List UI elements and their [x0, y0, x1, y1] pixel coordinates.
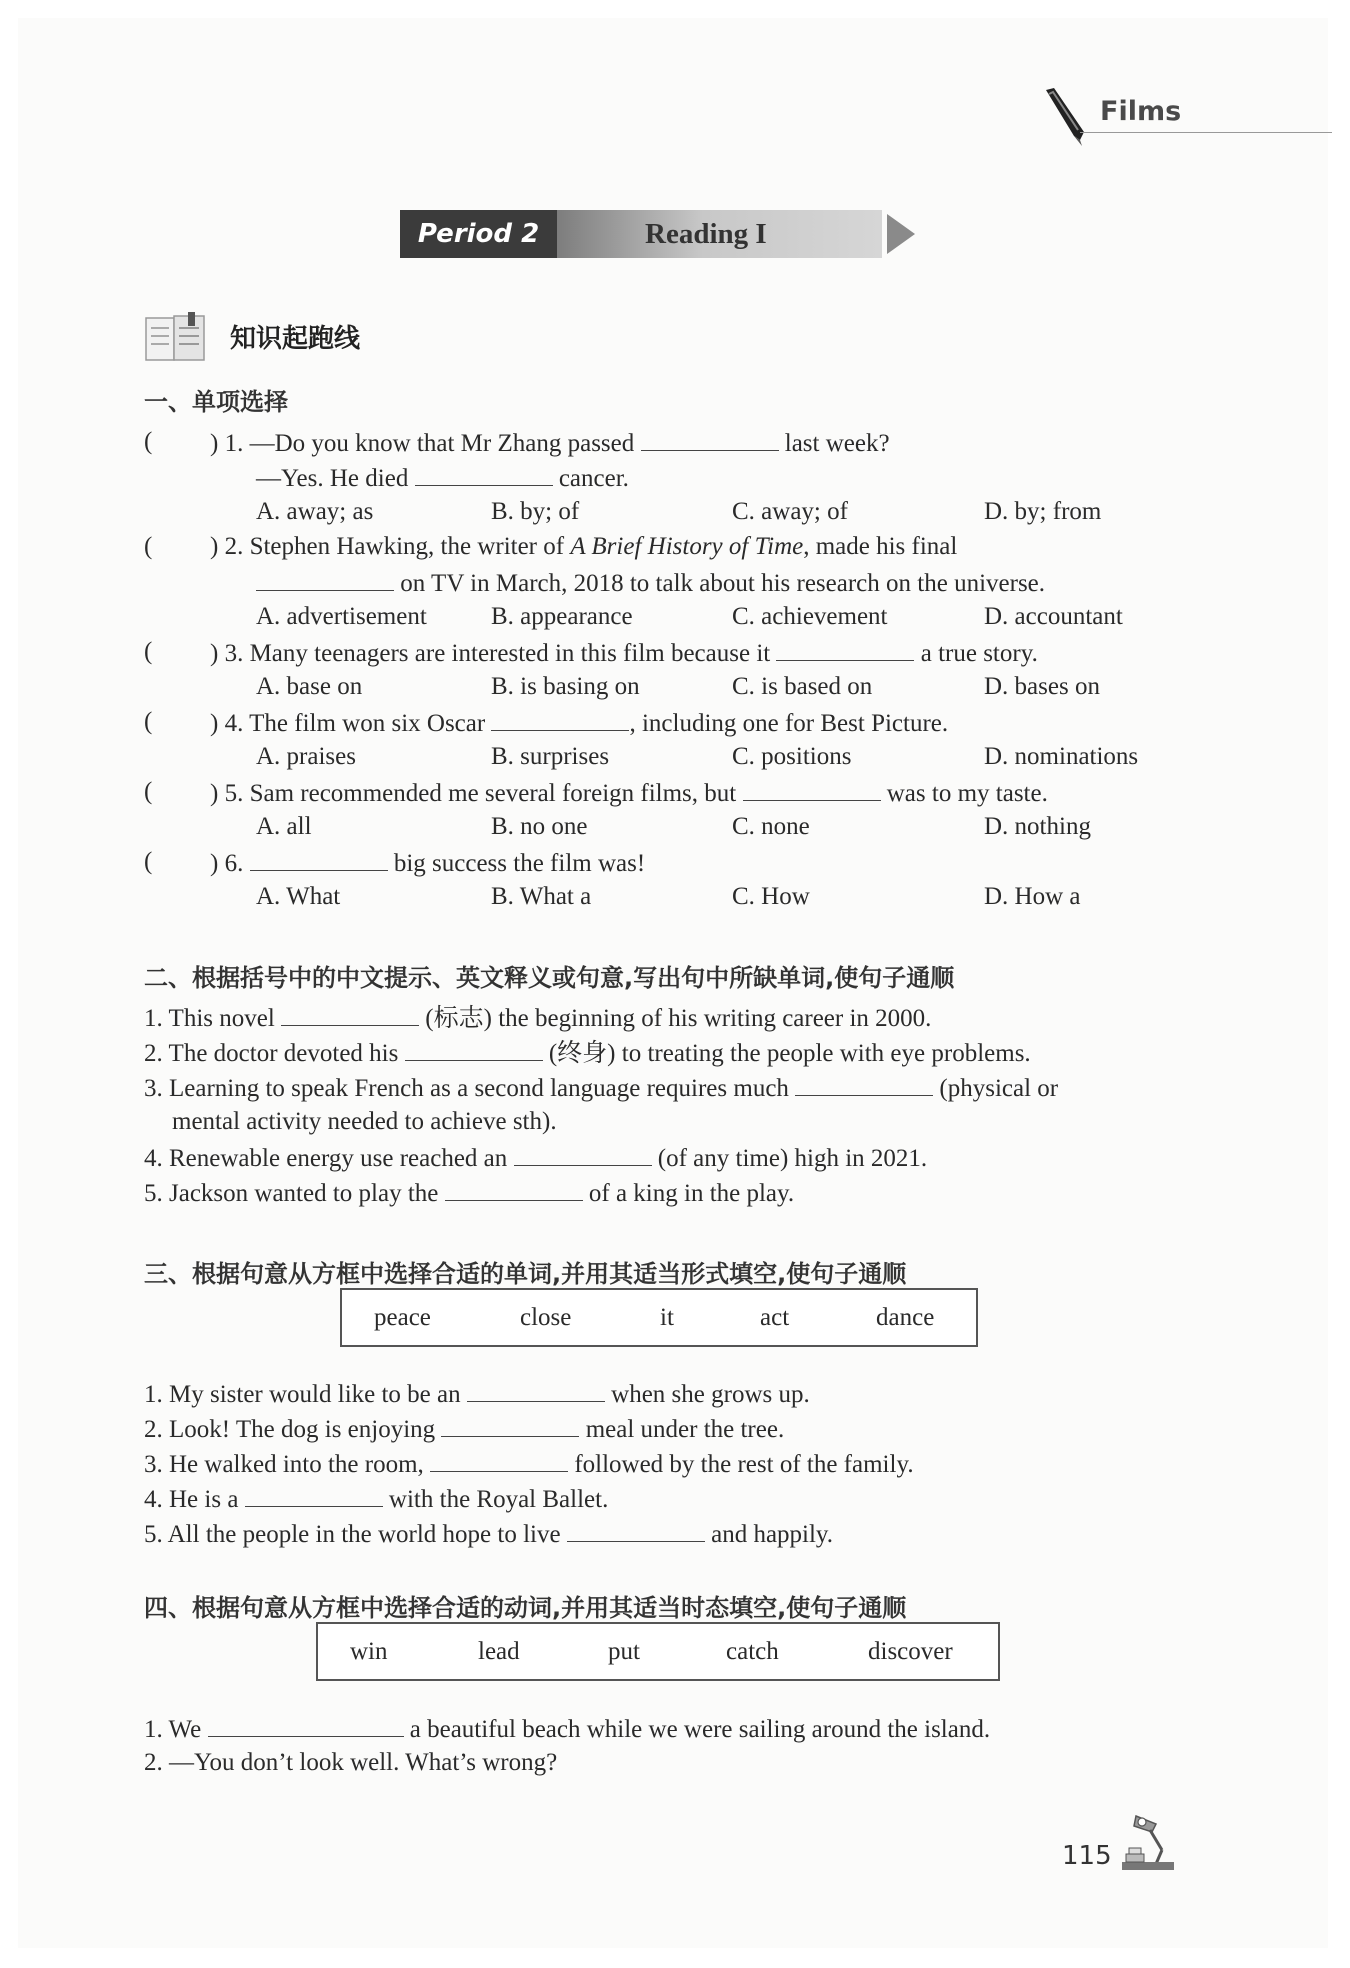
period-label: Period 2 — [400, 210, 557, 258]
question-1-stem — [210, 424, 890, 461]
item-text: (标志) the beginning of his writing career in 2000. — [425, 1005, 932, 1032]
item-text: 1. My sister would like to be an — [144, 1381, 461, 1408]
unit-title: Films — [1100, 96, 1182, 127]
question-text: Stephen Hawking, the writer of — [249, 533, 565, 560]
section2-item-5 — [144, 1174, 794, 1211]
question-text: The film won six Oscar — [249, 710, 486, 737]
word-box-item: it — [660, 1304, 674, 1331]
section3-item-1 — [144, 1375, 810, 1412]
book-title: A Brief History of Time — [570, 533, 804, 560]
item-text: 5. Jackson wanted to play the — [144, 1180, 439, 1207]
section3-item-3 — [144, 1445, 914, 1482]
question-4-stem — [210, 704, 948, 741]
option-a[interactable]: A. all — [256, 813, 312, 840]
question-text: big success the film was! — [393, 850, 646, 877]
section3-heading: 三、根据句意从方框中选择合适的单词,并用其适当形式填空,使句子通顺 — [144, 1260, 907, 1288]
item-text: meal under the tree. — [585, 1416, 785, 1443]
section1-heading: 一、单项选择 — [144, 388, 288, 416]
answer-blank[interactable] — [567, 1515, 705, 1542]
banner-arrow-icon — [887, 214, 917, 254]
answer-blank[interactable] — [430, 1445, 568, 1472]
item-text: 2. —You don’t look well. What’s wrong? — [144, 1749, 558, 1776]
answer-blank[interactable] — [415, 459, 553, 486]
item-text: (终身) to treating the people with eye problems. — [548, 1040, 1031, 1067]
question-text: was to my taste. — [886, 780, 1048, 807]
section3-item-2 — [144, 1410, 784, 1447]
pen-icon — [1040, 86, 1090, 153]
answer-blank[interactable] — [776, 634, 914, 661]
option-c[interactable]: C. positions — [732, 743, 852, 770]
answer-blank[interactable] — [467, 1375, 605, 1402]
question-text: —Yes. He died — [256, 465, 409, 492]
question-1-line2 — [256, 459, 629, 496]
answer-blank[interactable] — [245, 1480, 383, 1507]
option-b[interactable]: B. is basing on — [491, 673, 640, 700]
item-text: 4. He is a — [144, 1486, 239, 1513]
section3-item-4 — [144, 1480, 608, 1517]
page-number: 115 — [1062, 1841, 1112, 1871]
paren: ( — [144, 638, 153, 665]
question-2-line2 — [256, 564, 1045, 601]
item-text: 2. Look! The dog is enjoying — [144, 1416, 436, 1443]
paren: ( — [144, 428, 153, 455]
word-box-item: catch — [726, 1638, 779, 1665]
word-box-item: peace — [374, 1304, 431, 1331]
word-box — [340, 1288, 978, 1347]
option-a[interactable]: A. What — [256, 883, 341, 910]
answer-blank[interactable] — [405, 1034, 543, 1061]
question-text: cancer. — [558, 465, 629, 492]
verb-box — [316, 1622, 1000, 1681]
question-text: Sam recommended me several foreign films, but — [249, 780, 737, 807]
option-b[interactable]: B. appearance — [491, 603, 633, 630]
item-text: 1. We — [144, 1716, 202, 1743]
option-c[interactable]: C. is based on — [732, 673, 873, 700]
option-a[interactable]: A. advertisement — [256, 603, 427, 630]
question-text: on TV in March, 2018 to talk about his research on the universe. — [400, 570, 1046, 597]
question-1 — [144, 424, 152, 459]
option-a[interactable]: A. away; as — [256, 498, 374, 525]
question-text: a true story. — [920, 640, 1038, 667]
item-text: and happily. — [711, 1521, 834, 1548]
option-c[interactable]: C. How — [732, 883, 810, 910]
word-box-item: close — [520, 1304, 572, 1331]
option-d[interactable]: D. by; from — [984, 498, 1102, 525]
option-a[interactable]: A. praises — [256, 743, 356, 770]
item-text: (physical or — [939, 1075, 1059, 1102]
item-text: (of any time) high in 2021. — [657, 1145, 928, 1172]
page — [18, 18, 1328, 1948]
item-text: followed by the rest of the family. — [574, 1451, 914, 1478]
header-rule — [1080, 132, 1332, 133]
paren: ( — [144, 708, 153, 735]
option-b[interactable]: B. no one — [491, 813, 588, 840]
word-box-item: win — [350, 1638, 388, 1665]
question-6-stem — [210, 844, 645, 881]
word-box-item: lead — [478, 1638, 520, 1665]
option-d[interactable]: D. bases on — [984, 673, 1100, 700]
paren: ( — [144, 778, 153, 805]
option-d[interactable]: D. nominations — [984, 743, 1139, 770]
option-d[interactable]: D. nothing — [984, 813, 1091, 840]
knowledge-title: 知识起跑线 — [230, 324, 361, 354]
paren: ( — [144, 533, 153, 560]
answer-blank[interactable] — [208, 1710, 404, 1737]
question-5-stem — [210, 774, 1048, 811]
item-text: 4. Renewable energy use reached an — [144, 1145, 508, 1172]
section4-item-2 — [144, 1745, 557, 1780]
section4-heading: 四、根据句意从方框中选择合适的动词,并用其适当时态填空,使句子通顺 — [144, 1594, 907, 1622]
answer-blank[interactable] — [281, 999, 419, 1026]
word-box-item: act — [760, 1304, 790, 1331]
option-b[interactable]: B. by; of — [491, 498, 580, 525]
answer-blank[interactable] — [491, 704, 629, 731]
section2-item-4 — [144, 1139, 927, 1176]
option-b[interactable]: B. What a — [491, 883, 592, 910]
question-number: ) 3. — [210, 640, 244, 667]
question-2-stem — [210, 529, 957, 564]
item-text: 3. He walked into the room, — [144, 1451, 424, 1478]
word-box-item: discover — [868, 1638, 953, 1665]
question-text: , made his final — [803, 533, 958, 560]
word-box-item: dance — [876, 1304, 935, 1331]
answer-blank[interactable] — [743, 774, 881, 801]
option-c[interactable]: C. none — [732, 813, 810, 840]
period-banner — [400, 210, 902, 258]
book-icon — [144, 310, 208, 369]
item-text: a beautiful beach while we were sailing around the island. — [409, 1716, 991, 1743]
question-number: ) 4. — [210, 710, 244, 737]
answer-blank[interactable] — [641, 424, 779, 451]
question-text: , including one for Best Picture. — [629, 710, 949, 737]
section4-item-1 — [144, 1710, 990, 1747]
question-text: last week? — [784, 430, 890, 457]
answer-blank[interactable] — [250, 844, 388, 871]
item-text: 3. Learning to speak French as a second language requires much — [144, 1075, 789, 1102]
answer-blank[interactable] — [795, 1069, 933, 1096]
item-text: 1. This novel — [144, 1005, 275, 1032]
option-c[interactable]: C. achievement — [732, 603, 888, 630]
answer-blank[interactable] — [514, 1139, 652, 1166]
question-number: ) 6. — [210, 850, 244, 877]
option-c[interactable]: C. away; of — [732, 498, 848, 525]
section2-item-3-cont: mental activity needed to achieve sth). — [172, 1108, 557, 1135]
answer-blank[interactable] — [256, 564, 394, 591]
desk-lamp-icon — [1116, 1810, 1180, 1879]
item-text: of a king in the play. — [588, 1180, 795, 1207]
section2-heading: 二、根据括号中的中文提示、英文释义或句意,写出句中所缺单词,使句子通顺 — [144, 964, 955, 992]
option-d[interactable]: D. How a — [984, 883, 1081, 910]
item-text: when she grows up. — [611, 1381, 810, 1408]
question-text: —Do you know that Mr Zhang passed — [249, 430, 635, 457]
item-text: 5. All the people in the world hope to live — [144, 1521, 561, 1548]
question-number: ) 1. — [210, 430, 244, 457]
answer-blank[interactable] — [441, 1410, 579, 1437]
section2-item-1 — [144, 999, 931, 1036]
paren: ( — [144, 848, 153, 875]
section2-item-2 — [144, 1034, 1031, 1071]
section3-item-5 — [144, 1515, 833, 1552]
section2-item-3 — [144, 1069, 1058, 1106]
option-b[interactable]: B. surprises — [491, 743, 610, 770]
option-a[interactable]: A. base on — [256, 673, 363, 700]
reading-label: Reading I — [557, 210, 882, 258]
option-d[interactable]: D. accountant — [984, 603, 1123, 630]
question-number: ) 2. — [210, 533, 244, 560]
answer-blank[interactable] — [445, 1174, 583, 1201]
item-text: with the Royal Ballet. — [388, 1486, 609, 1513]
question-text: Many teenagers are interested in this film because it — [249, 640, 771, 667]
item-text: 2. The doctor devoted his — [144, 1040, 399, 1067]
question-number: ) 5. — [210, 780, 244, 807]
word-box-item: put — [608, 1638, 640, 1665]
question-3-stem — [210, 634, 1038, 671]
